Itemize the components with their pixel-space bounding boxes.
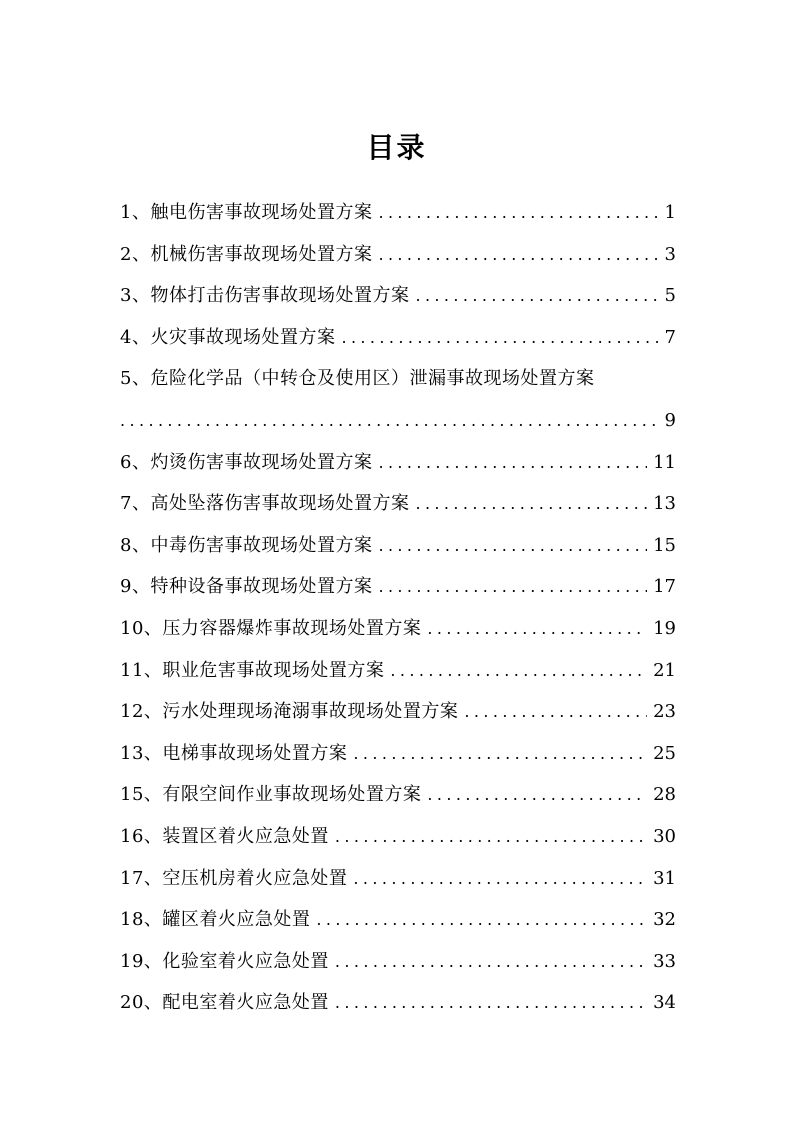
toc-entry-page: 19 [653, 617, 676, 639]
toc-entry-title: 6、灼烫伤害事故现场处置方案 [120, 451, 373, 473]
dot-leader [353, 858, 647, 900]
toc-entry-page: 5 [664, 285, 676, 307]
toc-entry[interactable] [120, 774, 676, 816]
toc-entry[interactable] [120, 317, 676, 359]
toc-entry-page: 34 [653, 992, 676, 1014]
toc-entry-title: 18、罐区着火应急处置 [120, 909, 311, 931]
toc-entry-page: 33 [653, 950, 676, 972]
dot-leader [120, 400, 659, 442]
toc-entry-page: 9 [664, 409, 676, 431]
toc-entry-page: 17 [653, 576, 676, 598]
toc-entry[interactable] [120, 566, 676, 608]
toc-entry-title: 16、装置区着火应急处置 [120, 825, 329, 847]
toc-entry-title: 13、电梯事故现场处置方案 [120, 742, 348, 764]
dot-leader [353, 733, 647, 775]
toc-entry[interactable] [120, 941, 676, 983]
dot-leader [378, 234, 658, 276]
toc-entry[interactable] [120, 525, 676, 567]
table-of-contents [120, 192, 676, 1024]
toc-entry[interactable] [120, 234, 676, 276]
dot-leader [390, 650, 647, 692]
dot-leader [427, 774, 647, 816]
dot-leader [378, 525, 647, 567]
toc-entry-page: 31 [653, 867, 676, 889]
toc-entry-title: 1、触电伤害事故现场处置方案 [120, 202, 373, 223]
dot-leader [378, 442, 647, 484]
toc-entry-title: 10、压力容器爆炸事故现场处置方案 [120, 617, 422, 639]
toc-entry-page: 1 [664, 202, 676, 223]
toc-entry-title: 4、火灾事故现场处置方案 [120, 326, 336, 348]
toc-entry[interactable] [120, 650, 676, 692]
dot-leader [335, 941, 647, 983]
toc-entry-title: 15、有限空间作业事故现场处置方案 [120, 784, 422, 806]
toc-entry-title: 17、空压机房着火应急处置 [120, 867, 348, 889]
toc-entry[interactable] [120, 358, 676, 441]
toc-entry[interactable] [120, 483, 676, 525]
dot-leader [378, 192, 658, 234]
dot-leader [415, 275, 658, 317]
toc-entry-page: 7 [664, 326, 676, 348]
toc-entry-title: 19、化验室着火应急处置 [120, 950, 329, 972]
toc-entry-page: 3 [664, 243, 676, 265]
toc-entry-page: 11 [653, 451, 676, 473]
toc-entry-title: 20、配电室着火应急处置 [120, 992, 329, 1014]
toc-entry-page: 32 [653, 909, 676, 931]
toc-entry[interactable] [120, 192, 676, 234]
dot-leader [335, 982, 647, 1024]
dot-leader [415, 483, 647, 525]
toc-entry-page: 13 [653, 493, 676, 515]
toc-entry-page: 28 [653, 784, 676, 806]
toc-entry-title: 11、职业危害事故现场处置方案 [120, 659, 385, 681]
toc-entry-title: 2、机械伤害事故现场处置方案 [120, 243, 373, 265]
dot-leader [378, 566, 647, 608]
dot-leader [316, 899, 647, 941]
toc-entry[interactable] [120, 733, 676, 775]
toc-entry[interactable] [120, 442, 676, 484]
toc-entry-title: 7、高处坠落伤害事故现场处置方案 [120, 493, 410, 515]
toc-entry-page: 23 [653, 701, 676, 723]
dot-leader [341, 317, 658, 359]
toc-entry-page: 25 [653, 742, 676, 764]
toc-entry-page: 15 [653, 534, 676, 556]
toc-entry[interactable] [120, 982, 676, 1024]
toc-entry[interactable] [120, 899, 676, 941]
toc-entry[interactable] [120, 816, 676, 858]
toc-entry-page: 21 [653, 659, 676, 681]
toc-entry[interactable] [120, 608, 676, 650]
page-title: 目录 [366, 131, 427, 164]
toc-entry[interactable] [120, 691, 676, 733]
toc-entry-title: 5、危险化学品（中转仓及使用区）泄漏事故现场处置方案 [120, 368, 595, 390]
toc-entry-page: 30 [653, 825, 676, 847]
dot-leader [464, 691, 647, 733]
toc-entry[interactable] [120, 858, 676, 900]
toc-entry-title: 9、特种设备事故现场处置方案 [120, 576, 373, 598]
toc-entry-title: 3、物体打击伤害事故现场处置方案 [120, 285, 410, 307]
dot-leader [427, 608, 647, 650]
dot-leader [335, 816, 647, 858]
toc-entry-title: 8、中毒伤害事故现场处置方案 [120, 534, 373, 556]
toc-entry-title: 12、污水处理现场淹溺事故现场处置方案 [120, 701, 459, 723]
toc-entry[interactable] [120, 275, 676, 317]
